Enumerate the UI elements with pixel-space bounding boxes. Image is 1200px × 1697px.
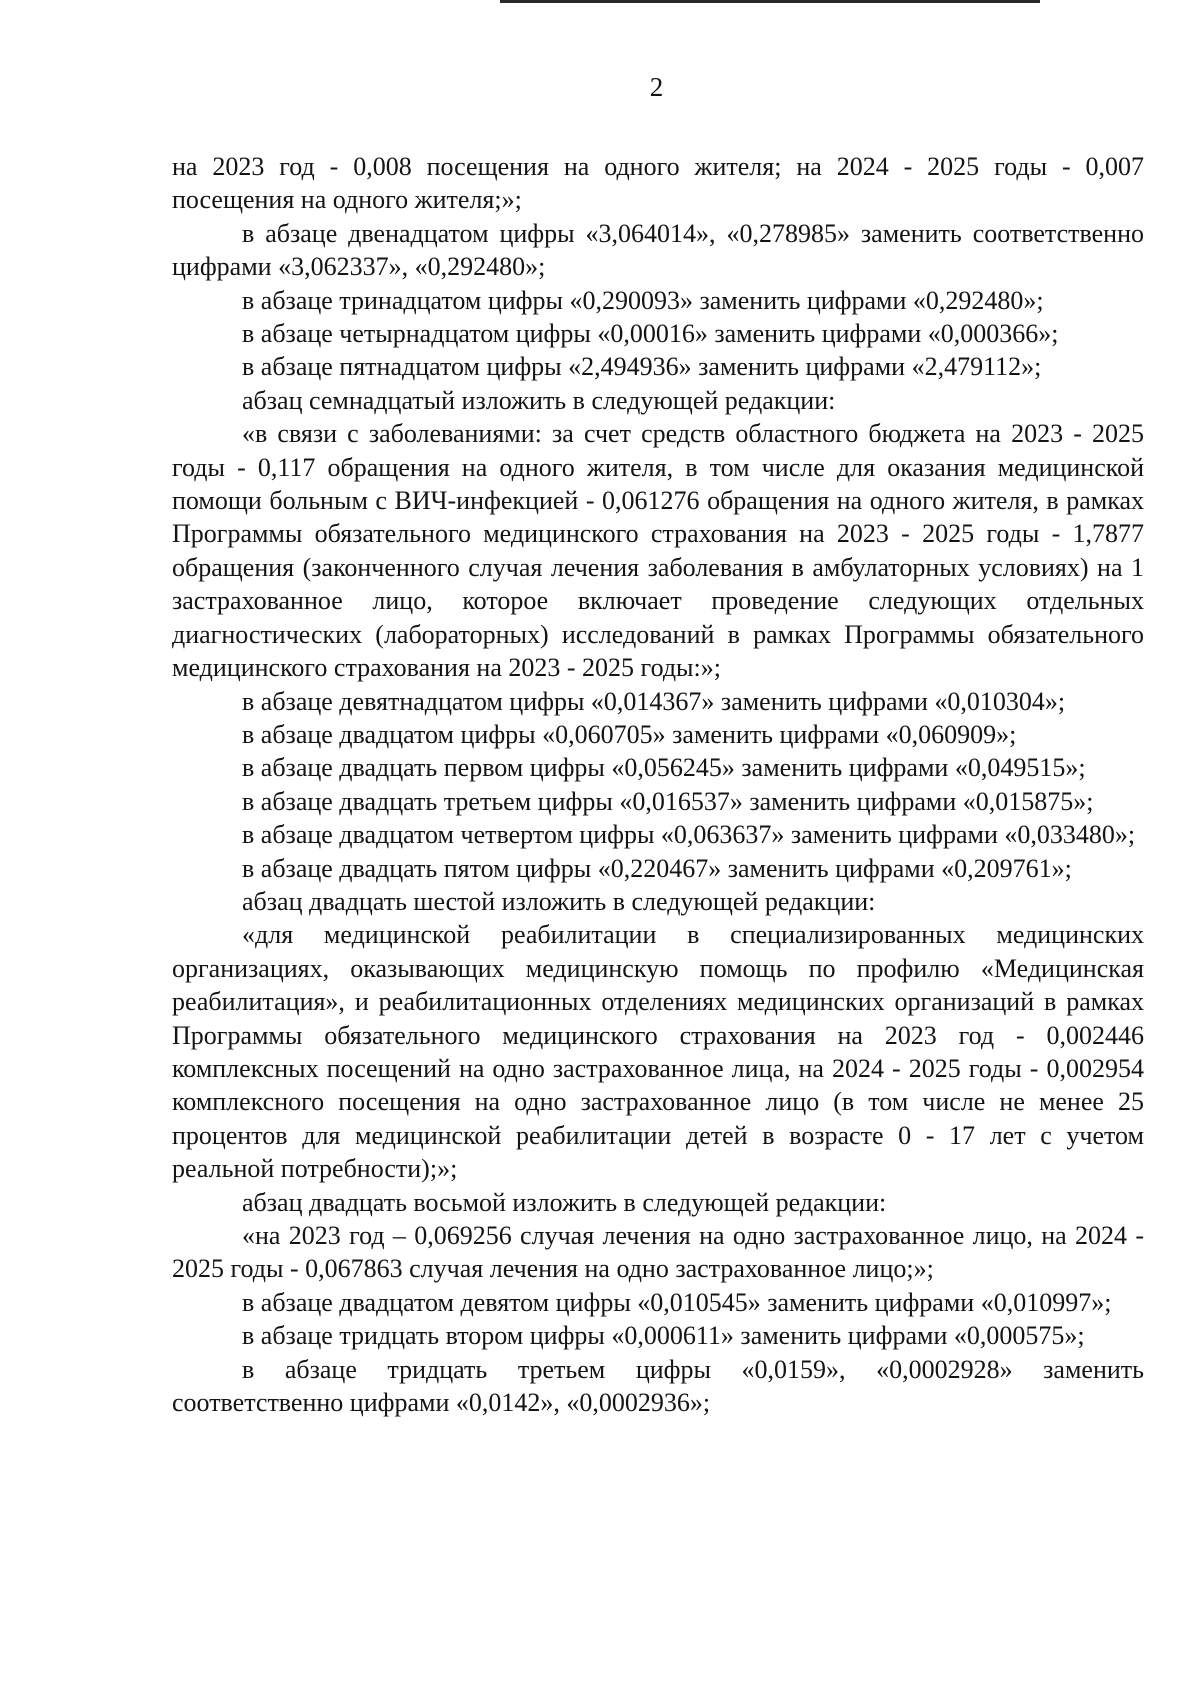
- paragraph: в абзаце двадцать пятом цифры «0,220467» заменить цифрами «0,209761»;: [242, 853, 1072, 883]
- paragraph: в абзаце тридцать втором цифры «0,000611» заменить цифрами «0,000575»;: [242, 1321, 1085, 1351]
- paragraph: в абзаце тридцать третьем цифры «0,0159», «0,0002928» заменить соответственно цифрами «0,0142», «0,0002936»;: [172, 1354, 1144, 1418]
- page-number: 2: [649, 72, 664, 102]
- paragraph: в абзаце двадцатом цифры «0,060705» заменить цифрами «0,060909»;: [242, 719, 1017, 749]
- scan-edge-line: [500, 0, 1040, 3]
- paragraph: «в связи с заболеваниями: за счет средств областного бюджета на 2023 - 2025 годы - 0,117 обращения на одного жителя, в том числе для оказания медицинской помощи больным с ВИЧ-инфекцией - 0,061276 обращения на одного жителя, в рамках Программы обязательного медицинского страхования на 2023 - 2025 годы - 1,7877 обращения (законченного случая лечения заболевания в амбулаторных условиях) на 1 застрахованное лицо, которое включает проведение следующих отдельных диагностических (лабораторных) исследований в рамках Программы обязательного медицинского страхования на 2023 - 2025 годы:»;: [172, 419, 1144, 683]
- paragraph: «на 2023 год – 0,069256 случая лечения на одно застрахованное лицо, на 2024 - 2025 годы - 0,067863 случая лечения на одно застрахованное лицо;»;: [172, 1221, 1144, 1284]
- paragraph: в абзаце двадцатом четвертом цифры «0,063637» заменить цифрами «0,033480»;: [242, 820, 1136, 850]
- document-body: [172, 150, 1144, 1419]
- paragraph: в абзаце двадцатом девятом цифры «0,010545» заменить цифрами «0,010997»;: [242, 1287, 1112, 1317]
- paragraph: в абзаце четырнадцатом цифры «0,00016» заменить цифрами «0,000366»;: [242, 319, 1059, 349]
- paragraph: в абзаце двадцать первом цифры «0,056245» заменить цифрами «0,049515»;: [242, 753, 1086, 783]
- paragraph: абзац семнадцатый изложить в следующей редакции:: [242, 385, 836, 415]
- paragraph: в абзаце двадцать третьем цифры «0,016537» заменить цифрами «0,015875»;: [242, 786, 1094, 816]
- paragraph: «для медицинской реабилитации в специализированных медицинских организациях, оказывающих медицинскую помощь по профилю «Медицинская реабилитация», и реабилитационных отделениях медицинских организаций в рамках Программы обязательного медицинского страхования на 2023 год - 0,002446 комплексных посещений на одно застрахованное лица, на 2024 - 2025 годы - 0,002954 комплексного посещения на одно застрахованное лицо (в том числе не менее 25 процентов для медицинской реабилитации детей в возрасте 0 - 17 лет с учетом реальной потребности);»;: [172, 920, 1144, 1184]
- paragraph: абзац двадцать восьмой изложить в следующей редакции:: [242, 1187, 887, 1217]
- paragraph: в абзаце пятнадцатом цифры «2,494936» заменить цифрами «2,479112»;: [242, 352, 1042, 382]
- paragraph: на 2023 год - 0,008 посещения на одного жителя; на 2024 - 2025 годы - 0,007 посещения на одного жителя;»;: [172, 152, 1144, 215]
- paragraph: в абзаце девятнадцатом цифры «0,014367» заменить цифрами «0,010304»;: [242, 686, 1066, 716]
- paragraph: в абзаце тринадцатом цифры «0,290093» заменить цифрами «0,292480»;: [242, 285, 1044, 315]
- paragraph: в абзаце двенадцатом цифры «3,064014», «0,278985» заменить соответственно цифрами «3,062337», «0,292480»;: [172, 218, 1144, 282]
- paragraph: абзац двадцать шестой изложить в следующей редакции:: [242, 886, 876, 916]
